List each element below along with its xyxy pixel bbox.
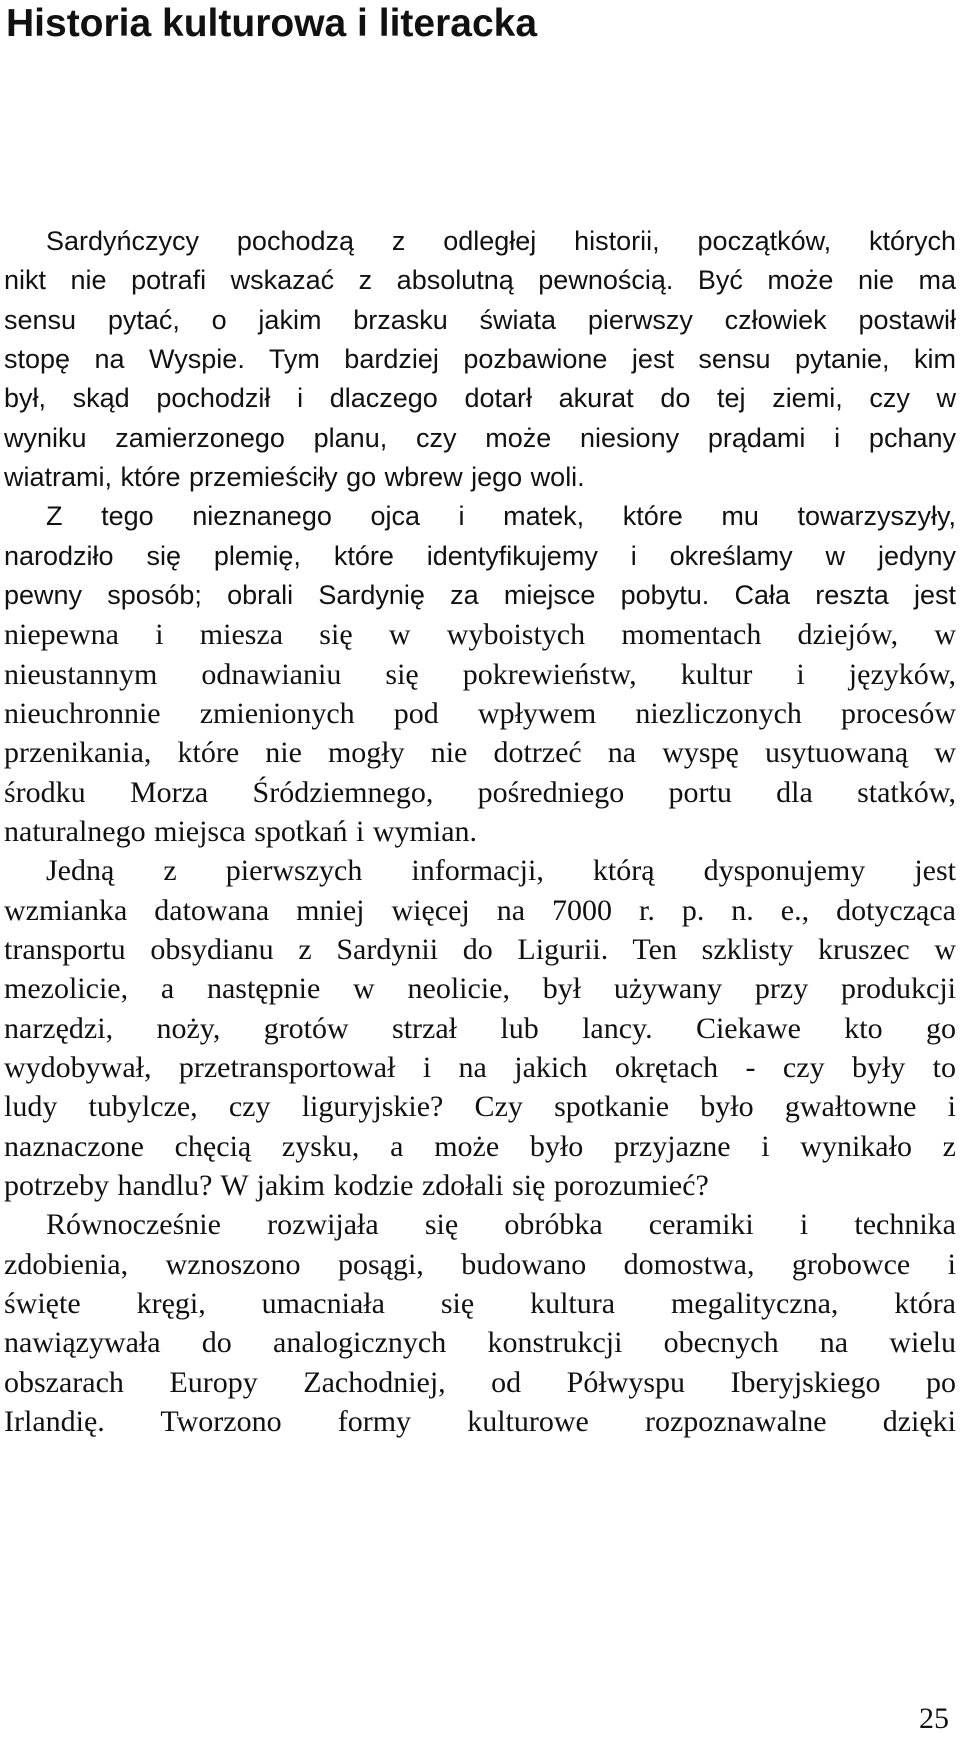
text-line: nieuchronnie zmienionych pod wpływem niezliczonych procesów [4,696,956,730]
text-line: Z tego nieznanego ojca i matek, które mu towarzyszyły, [46,501,956,532]
text-line: był, skąd pochodził i dlaczego dotarł akurat do tej ziemi, czy w [4,383,956,414]
text-line: wyniku zamierzonego planu, czy może niesiony prądami i pchany [4,422,956,453]
text-line: święte kręgi, umacniała się kultura megalityczna, która [4,1286,956,1320]
text-line: środku Morza Śródziemnego, pośredniego portu dla statków, [4,775,956,809]
text-line: nawiązywała do analogicznych konstrukcji obecnych na wielu [4,1326,956,1360]
page-title: Historia kulturowa i literacka [6,2,538,45]
text-line: niepewna i miesza się w wyboistych momentach dziejów, w [4,618,956,652]
text-line: Sardyńczycy pochodzą z odległej historii, początków, których [46,226,956,256]
text-line: potrzeby handlu? W jakim kodzie zdołali się porozumieć? [4,1168,709,1202]
text-line: nieustannym odnawianiu się pokrewieństw, kultur i języków, [4,657,956,691]
body-text [4,222,956,1441]
text-line: Równocześnie rozwijała się obróbka ceramiki i technika [46,1208,956,1242]
text-line: naznaczone chęcią zysku, a może było przyjazne i wynikało z [4,1129,956,1163]
text-line: wydobywał, przetransportował i na jakich okrętach - czy były to [4,1050,956,1084]
text-line: pewny sposób; obrali Sardynię za miejsce pobytu. Cała reszta jest [4,579,956,610]
text-line: nikt nie potrafi wskazać z absolutną pewnością. Być może nie ma [4,265,956,296]
text-line: stopę na Wyspie. Tym bardziej pozbawione jest sensu pytanie, kim [4,343,956,374]
text-line: wiatrami, które przemieściły go wbrew jego woli. [4,461,585,492]
text-line: mezolicie, a następnie w neolicie, był używany przy produkcji [4,972,956,1006]
text-line: Irlandię. Tworzono formy kulturowe rozpoznawalne dzięki [4,1404,956,1438]
text-line: ludy tubylcze, czy liguryjskie? Czy spotkanie było gwałtowne i [4,1090,956,1124]
text-line: przenikania, które nie mogły nie dotrzeć na wyspę usytuowaną w [4,736,956,770]
page-number: 25 [919,1702,949,1735]
text-line: zdobienia, wznoszono posągi, budowano domostwa, grobowce i [4,1247,956,1281]
text-line: narzędzi, noży, grotów strzał lub lancy. Ciekawe kto go [4,1011,956,1045]
text-line: sensu pytać, o jakim brzasku świata pierwszy człowiek postawił [4,304,956,335]
text-line: transportu obsydianu z Sardynii do Ligurii. Ten szklisty kruszec w [4,932,956,966]
text-line: Jedną z pierwszych informacji, którą dysponujemy jest [46,854,956,888]
text-line: narodziło się plemię, które identyfikujemy i określamy w jedyny [4,540,956,571]
text-line: wzmianka datowana mniej więcej na 7000 r. p. n. e., dotycząca [4,893,956,927]
text-line: naturalnego miejsca spotkań i wymian. [4,814,478,848]
text-line: obszarach Europy Zachodniej, od Półwyspu Iberyjskiego po [4,1365,956,1399]
